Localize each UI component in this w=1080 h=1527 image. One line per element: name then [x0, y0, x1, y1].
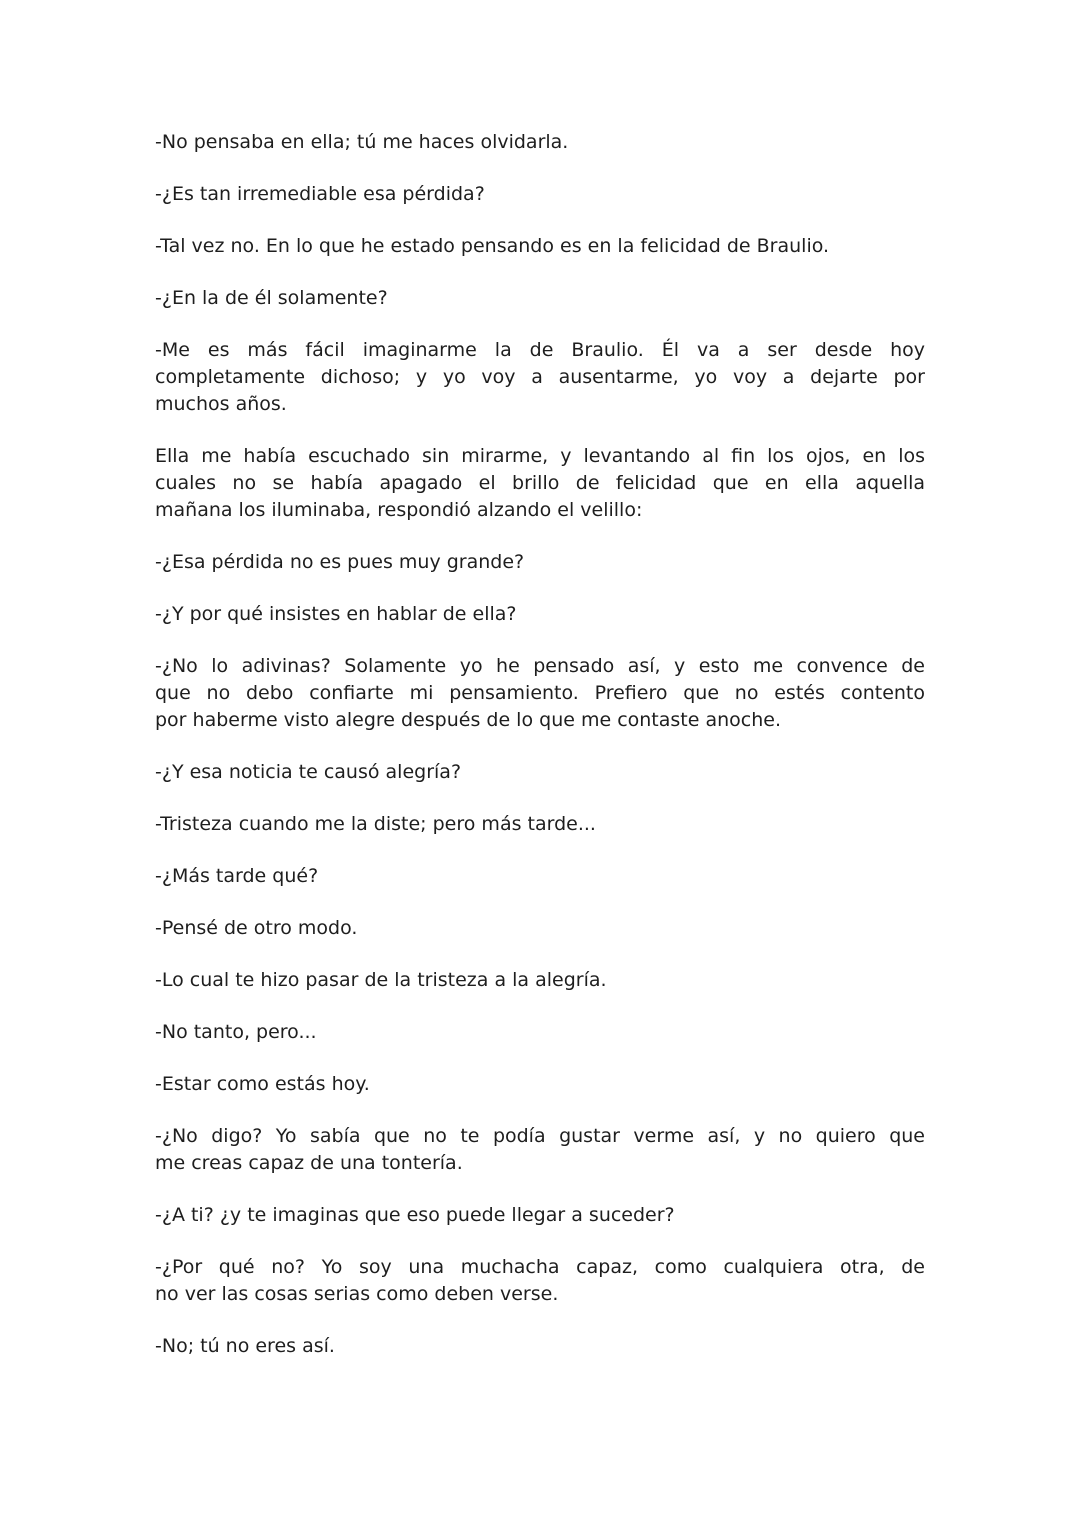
text-line: -¿Más tarde qué? [155, 865, 319, 887]
paragraph [155, 1019, 925, 1046]
paragraph [155, 443, 925, 524]
text-line: -¿Y esa noticia te causó alegría? [155, 761, 462, 783]
paragraph [155, 337, 925, 418]
paragraph [155, 1254, 925, 1308]
text-line: -¿A ti? ¿y te imaginas que eso puede llegar a suceder? [155, 1204, 675, 1226]
paragraph [155, 967, 925, 994]
text-line: -¿No digo? Yo sabía que no te podía gustar verme así, y no quiero que [155, 1125, 925, 1147]
paragraph [155, 915, 925, 942]
text-line: -¿En la de él solamente? [155, 287, 388, 309]
text-line: cuales no se había apagado el brillo de felicidad que en ella aquella [155, 472, 925, 494]
text-line: me creas capaz de una tontería. [155, 1152, 463, 1174]
paragraph [155, 653, 925, 734]
text-line: -Tal vez no. En lo que he estado pensando es en la felicidad de Braulio. [155, 235, 830, 257]
text-line: Ella me había escuchado sin mirarme, y levantando al fin los ojos, en los [155, 445, 925, 467]
text-line: que no debo confiarte mi pensamiento. Prefiero que no estés contento [155, 682, 925, 704]
text-line: -No pensaba en ella; tú me haces olvidarla. [155, 131, 569, 153]
text-line: -No; tú no eres así. [155, 1335, 335, 1357]
text-line: -¿Es tan irremediable esa pérdida? [155, 183, 485, 205]
text-line: -Pensé de otro modo. [155, 917, 358, 939]
text-line: muchos años. [155, 393, 287, 415]
text-line: -¿Y por qué insistes en hablar de ella? [155, 603, 517, 625]
text-line: por haberme visto alegre después de lo que me contaste anoche. [155, 709, 782, 731]
paragraph [155, 759, 925, 786]
text-line: -Tristeza cuando me la diste; pero más tarde... [155, 813, 596, 835]
paragraph [155, 863, 925, 890]
paragraph [155, 1202, 925, 1229]
text-line: completamente dichoso; y yo voy a ausentarme, yo voy a dejarte por [155, 366, 925, 388]
document-page [155, 129, 925, 1385]
text-line: mañana los iluminaba, respondió alzando el velillo: [155, 499, 643, 521]
paragraph [155, 129, 925, 156]
text-line: -¿Por qué no? Yo soy una muchacha capaz, como cualquiera otra, de [155, 1256, 925, 1278]
text-line: -No tanto, pero... [155, 1021, 317, 1043]
text-line: no ver las cosas serias como deben verse. [155, 1283, 559, 1305]
paragraph [155, 1333, 925, 1360]
paragraph [155, 181, 925, 208]
text-line: -¿No lo adivinas? Solamente yo he pensado así, y esto me convence de [155, 655, 925, 677]
paragraph [155, 601, 925, 628]
paragraph [155, 1071, 925, 1098]
paragraph [155, 285, 925, 312]
text-line: -¿Esa pérdida no es pues muy grande? [155, 551, 525, 573]
text-line: -Estar como estás hoy. [155, 1073, 370, 1095]
paragraph [155, 811, 925, 838]
text-line: -Lo cual te hizo pasar de la tristeza a la alegría. [155, 969, 607, 991]
paragraph [155, 1123, 925, 1177]
text-line: -Me es más fácil imaginarme la de Braulio. Él va a ser desde hoy [155, 339, 925, 361]
paragraph [155, 233, 925, 260]
paragraph [155, 549, 925, 576]
